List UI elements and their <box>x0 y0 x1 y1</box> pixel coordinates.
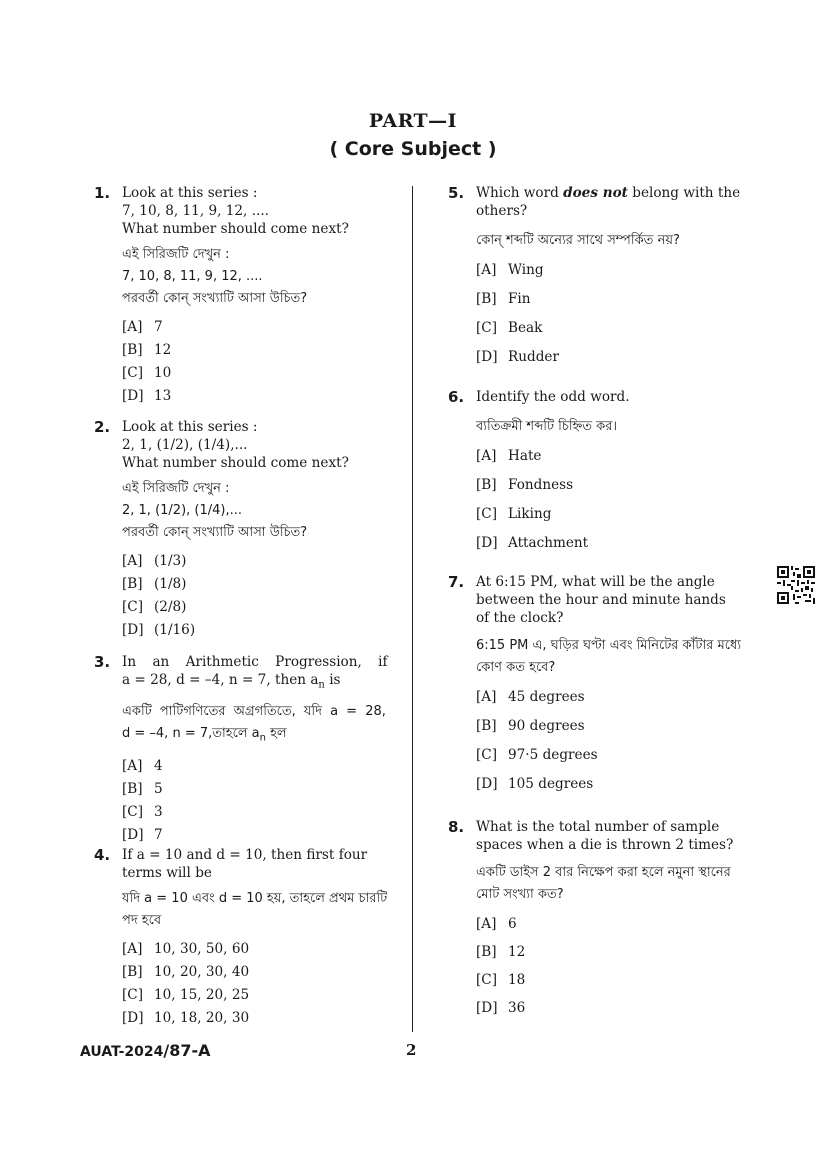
option-text: 10, 15, 20, 25 <box>154 987 250 1003</box>
option-text: Hate <box>508 448 542 464</box>
part-title: PART—I <box>368 110 458 132</box>
option-label: [B] <box>122 781 143 798</box>
option-text: 105 degrees <box>508 776 594 792</box>
option-text: (1/8) <box>154 576 187 592</box>
question-text: What number should come next? <box>122 221 349 237</box>
option-text: Attachment <box>508 535 589 551</box>
part-subtitle: ( Core Subject ) <box>329 138 497 160</box>
question-6 <box>448 388 750 552</box>
option-c <box>122 598 394 616</box>
option-a <box>476 688 750 706</box>
option-label: [A] <box>476 262 497 278</box>
option-a <box>476 915 750 933</box>
option-c <box>122 986 394 1004</box>
option-label: [B] <box>476 718 497 734</box>
question-text: Identify the odd word. <box>476 389 630 405</box>
question-text-bengali-tail: হল <box>265 725 287 741</box>
option-text: Liking <box>508 506 552 522</box>
question-7 <box>448 573 750 793</box>
option-a <box>122 552 394 570</box>
option-label: [B] <box>476 944 497 960</box>
question-text-bengali: কোণ কত হবে? <box>476 660 556 675</box>
question-text-bengali: 2, 1, (1/2), (1/4),... <box>122 503 242 518</box>
question-number: 3. <box>94 653 111 671</box>
question-5 <box>448 184 750 366</box>
subscript: n <box>259 732 266 744</box>
question-text-bengali: একটি ডাইস 2 বার নিক্ষেপ করা হলে নমুনা স্থানের <box>476 865 731 880</box>
question-text-bengali: মোট সংখ্যা কত? <box>476 887 564 902</box>
subscript: n <box>318 679 325 691</box>
option-label: [C] <box>476 320 498 336</box>
option-text: 6 <box>508 916 517 932</box>
question-text-bengali: 7, 10, 8, 11, 9, 12, .... <box>122 269 263 284</box>
option-b <box>122 341 394 359</box>
option-label: [B] <box>476 291 497 307</box>
question-text: In an Arithmetic Progression, if <box>122 654 388 670</box>
option-label: [C] <box>476 506 498 522</box>
option-label: [D] <box>122 827 144 844</box>
option-text: 10, 30, 50, 60 <box>154 941 250 957</box>
option-label: [C] <box>122 365 144 381</box>
question-text-bengali: পদ হবে <box>122 913 162 928</box>
option-c <box>476 971 750 989</box>
exam-code-suffix: /87-A <box>163 1041 211 1060</box>
exam-code-prefix: AUAT-2024 <box>80 1044 164 1060</box>
question-text: of the clock? <box>476 610 564 626</box>
question-text: If a = 10 and d = 10, then first four <box>122 847 368 863</box>
question-number: 8. <box>448 818 465 836</box>
option-text: (2/8) <box>154 599 187 615</box>
question-number: 1. <box>94 184 111 202</box>
option-label: [A] <box>122 941 143 957</box>
option-text: 5 <box>154 781 163 798</box>
question-text-main: a = 28, d = –4, n = 7, then a <box>122 672 319 688</box>
option-b <box>476 943 750 961</box>
option-label: [C] <box>122 599 144 615</box>
option-text: Beak <box>508 320 543 336</box>
option-d <box>476 534 750 552</box>
question-text: 2, 1, (1/2), (1/4),... <box>122 437 248 453</box>
option-label: [D] <box>122 388 144 404</box>
option-a <box>122 940 394 958</box>
option-label: [B] <box>122 342 143 358</box>
question-text: spaces when a die is thrown 2 times? <box>476 837 734 853</box>
option-label: [C] <box>476 972 498 988</box>
option-text: 18 <box>508 972 526 988</box>
option-d <box>122 621 394 639</box>
option-label: [A] <box>122 758 143 775</box>
question-text: Look at this series : <box>122 419 258 435</box>
option-d <box>476 999 750 1017</box>
question-text: others? <box>476 203 528 219</box>
question-text-bengali: কোন্ শব্দটি অন্যের সাথে সম্পর্কিত নয়? <box>476 233 680 248</box>
option-a <box>476 261 750 279</box>
option-text: Rudder <box>508 349 559 365</box>
question-text-bengali: 6:15 PM এ, ঘড়ির ঘণ্টা এবং মিনিটের কাঁটার মধ্যে <box>476 638 742 653</box>
question-text: At 6:15 PM, what will be the angle <box>476 574 715 590</box>
option-label: [B] <box>476 477 497 493</box>
question-text: between the hour and minute hands <box>476 592 726 608</box>
question-text-bengali: এই সিরিজটি দেখুন : <box>122 481 230 496</box>
question-4 <box>94 846 394 1027</box>
option-label: [C] <box>476 747 498 763</box>
option-text: 10 <box>154 365 172 381</box>
option-text: 10, 20, 30, 40 <box>154 964 250 980</box>
question-text-bengali: একটি পাটিগণিতের অগ্রগতিতে, যদি a = 28, <box>122 703 386 719</box>
question-text: 7, 10, 8, 11, 9, 12, .... <box>122 203 269 219</box>
question-text-bengali: পরবর্তী কোন্ সংখ্যাটি আসা উচিত? <box>122 291 308 306</box>
column-divider <box>412 186 413 1032</box>
option-text: 12 <box>508 944 526 960</box>
question-text-pre: Which word <box>476 185 564 201</box>
question-text: What number should come next? <box>122 455 349 471</box>
option-label: [D] <box>122 1010 144 1026</box>
question-text-bengali: পরবর্তী কোন্ সংখ্যাটি আসা উচিত? <box>122 525 308 540</box>
question-3 <box>94 653 394 844</box>
question-number: 4. <box>94 846 111 864</box>
question-text-post: belong with the <box>627 185 741 201</box>
option-a <box>122 318 394 336</box>
question-text-emphasis: does not <box>563 185 628 201</box>
question-text-tail: is <box>324 672 341 688</box>
option-text: Wing <box>508 262 544 278</box>
option-text: 36 <box>508 1000 526 1016</box>
option-text: 12 <box>154 342 172 358</box>
option-b <box>476 476 750 494</box>
option-label: [C] <box>122 987 144 1003</box>
option-b <box>122 780 394 798</box>
option-d <box>476 348 750 366</box>
option-text: 3 <box>154 804 163 821</box>
option-label: [B] <box>122 964 143 980</box>
option-text: 45 degrees <box>508 689 585 705</box>
option-label: [C] <box>122 804 144 821</box>
option-b <box>122 575 394 593</box>
question-2 <box>94 418 394 639</box>
option-label: [D] <box>476 1000 498 1016</box>
qr-code-icon <box>777 566 815 604</box>
question-text-bengali-main: d = –4, n = 7,তাহলে a <box>122 725 260 741</box>
option-text: 4 <box>154 758 163 775</box>
question-text-bengali: যদি a = 10 এবং d = 10 হয়, তাহলে প্রথম চারটি <box>122 891 388 906</box>
option-text: 13 <box>154 388 172 404</box>
option-label: [D] <box>476 776 498 792</box>
question-text-bengali: এই সিরিজটি দেখুন : <box>122 247 230 262</box>
question-number: 5. <box>448 184 465 202</box>
option-label: [D] <box>476 349 498 365</box>
question-number: 2. <box>94 418 111 436</box>
question-text: Look at this series : <box>122 185 258 201</box>
option-text: 10, 18, 20, 30 <box>154 1010 250 1026</box>
option-label: [A] <box>476 448 497 464</box>
option-d <box>122 387 394 405</box>
option-text: 97·5 degrees <box>508 747 598 763</box>
option-d <box>476 775 750 793</box>
option-c <box>476 746 750 764</box>
question-8 <box>448 818 750 1017</box>
option-c <box>476 505 750 523</box>
option-d <box>122 1009 394 1027</box>
page-number: 2 <box>406 1041 417 1059</box>
option-b <box>476 717 750 735</box>
option-text: Fin <box>508 291 531 307</box>
option-text: (1/3) <box>154 553 187 569</box>
option-label: [A] <box>122 319 143 335</box>
option-text: 90 degrees <box>508 718 585 734</box>
question-text-bengali: ব্যতিক্রমী শব্দটি চিহ্নিত কর। <box>476 419 618 434</box>
option-text: (1/16) <box>154 622 196 638</box>
option-c <box>122 364 394 382</box>
option-d <box>122 826 394 844</box>
option-text: Fondness <box>508 477 574 493</box>
option-label: [D] <box>122 622 144 638</box>
question-text: terms will be <box>122 865 212 881</box>
option-label: [D] <box>476 535 498 551</box>
question-number: 6. <box>448 388 465 406</box>
question-number: 7. <box>448 573 465 591</box>
exam-code <box>80 1041 211 1060</box>
option-text: 7 <box>154 319 163 335</box>
question-1 <box>94 184 394 405</box>
question-text: What is the total number of sample <box>476 819 720 835</box>
question-text <box>476 184 750 202</box>
option-c <box>476 319 750 337</box>
option-label: [A] <box>476 916 497 932</box>
option-b <box>122 963 394 981</box>
option-text: 7 <box>154 827 163 844</box>
option-label: [A] <box>476 689 497 705</box>
option-a <box>122 757 394 775</box>
option-a <box>476 447 750 465</box>
question-text <box>122 671 394 695</box>
option-label: [B] <box>122 576 143 592</box>
option-b <box>476 290 750 308</box>
question-text-bengali <box>122 723 394 750</box>
option-label: [A] <box>122 553 143 569</box>
option-c <box>122 803 394 821</box>
